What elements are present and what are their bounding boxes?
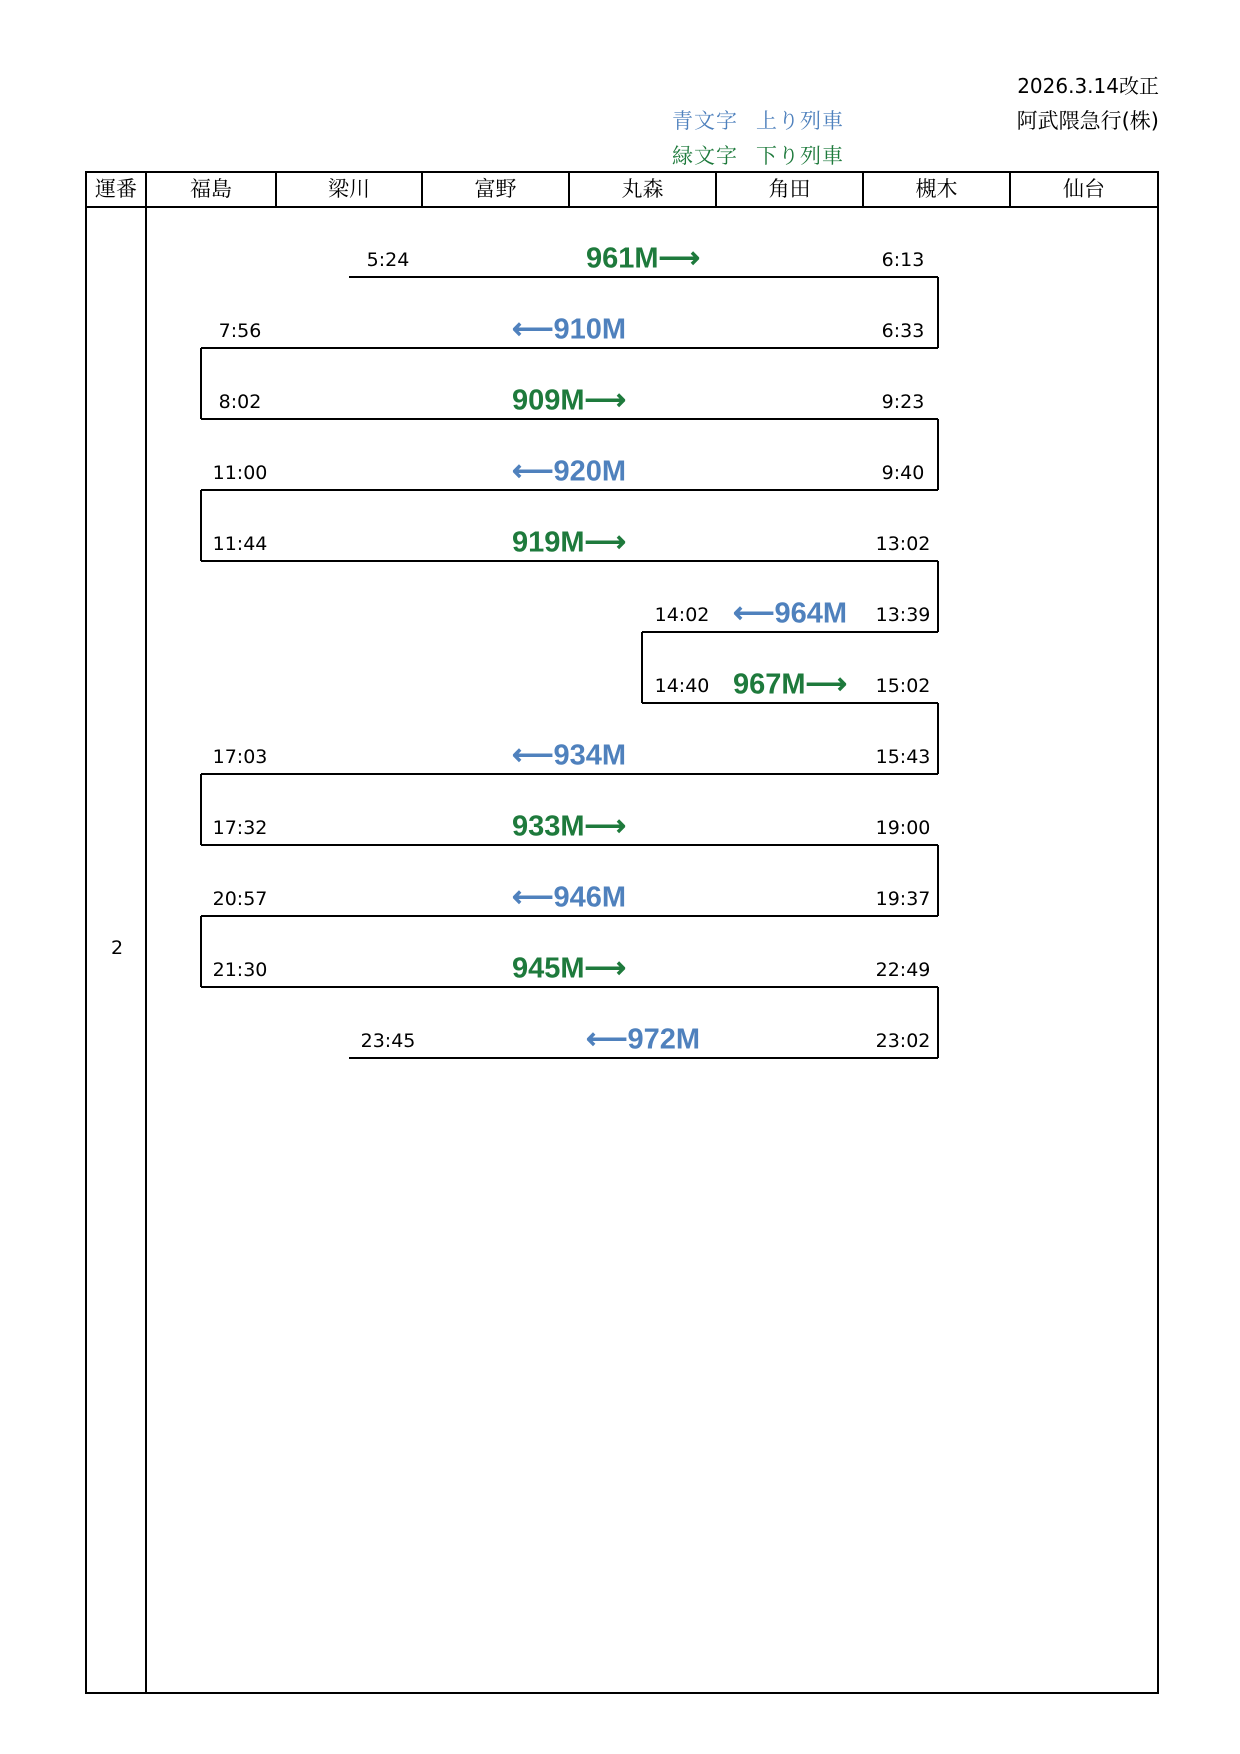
train-number-up [733,596,847,631]
time-right: 9:23 [881,391,925,413]
arrow-right-icon: ⟶ [584,384,627,417]
time-right: 13:39 [875,604,931,626]
departure-time-left: 7:56 [218,320,262,342]
train-number-up [512,880,626,915]
departure-time-left: 8:02 [218,391,262,413]
train-number: 909M [511,384,585,417]
time-right: 23:02 [875,1030,931,1052]
train-number-up [512,312,626,347]
arrow-right-icon: ⟶ [584,952,627,985]
arrow-left-icon: ⟵ [511,455,554,488]
departure-time-left: 5:24 [366,249,410,271]
departure-time-left: 11:44 [212,533,268,555]
header-station-fukushima: 福島 [190,177,232,201]
train-number: 919M [511,526,585,559]
arrow-left-icon: ⟵ [511,739,554,772]
arrow-left-icon: ⟵ [511,313,554,346]
time-right: 15:02 [875,675,931,697]
header-station-tsukinoki: 槻木 [915,177,958,201]
train-number: 972M [627,1023,701,1056]
departure-time-left: 14:40 [654,675,710,697]
legend-down-label: 緑文字 [672,144,738,168]
arrow-right-icon: ⟶ [584,526,627,559]
time-right: 19:00 [875,817,931,839]
revision-date: 2026.3.14改正 [1017,74,1159,98]
departure-time-left: 14:02 [654,604,710,626]
arrow-left-icon: ⟵ [585,1023,628,1056]
legend-down-meaning: 下り列車 [756,144,844,168]
time-right: 19:37 [875,888,931,910]
train-number-down [733,667,847,702]
train-number-down [586,241,700,276]
legend-up-label: 青文字 [672,109,738,133]
train-number: 934M [553,739,627,772]
arrow-right-icon: ⟶ [805,668,848,701]
train-number-down [512,809,626,844]
train-number-up [512,454,626,489]
time-right: 13:02 [875,533,931,555]
header-station-marumori: 丸森 [621,177,664,201]
departure-time-left: 23:45 [360,1030,416,1052]
train-number-down [512,951,626,986]
departure-time-left: 20:57 [212,888,268,910]
time-right: 6:13 [881,249,925,271]
time-right: 15:43 [875,746,931,768]
header-station-kakuda: 角田 [768,177,811,201]
arrow-right-icon: ⟶ [658,242,701,275]
header-station-yanagawa: 梁川 [328,177,370,201]
time-right: 6:33 [881,320,925,342]
train-number: 967M [732,668,806,701]
company-name: 阿武隈急行(株) [1016,109,1159,133]
arrow-left-icon: ⟵ [511,881,554,914]
train-number: 920M [553,455,627,488]
train-number: 910M [553,313,627,346]
train-number: 961M [585,242,659,275]
train-number: 964M [774,597,848,630]
header-station-tomino: 富野 [474,177,517,201]
departure-time-left: 17:32 [212,817,268,839]
train-number-down [512,525,626,560]
header-unban: 運番 [95,177,137,201]
header-station-sendai: 仙台 [1063,177,1105,201]
departure-time-left: 17:03 [212,746,268,768]
train-number: 945M [511,952,585,985]
train-number-up [586,1022,700,1057]
unban-number: 2 [110,937,124,959]
train-number-down [512,383,626,418]
train-number: 946M [553,881,627,914]
legend-up-meaning: 上り列車 [756,109,844,133]
arrow-right-icon: ⟶ [584,810,627,843]
time-right: 22:49 [875,959,931,981]
arrow-left-icon: ⟵ [732,597,775,630]
train-number: 933M [511,810,585,843]
departure-time-left: 11:00 [212,462,268,484]
time-right: 9:40 [881,462,925,484]
departure-time-left: 21:30 [212,959,268,981]
train-number-up [512,738,626,773]
